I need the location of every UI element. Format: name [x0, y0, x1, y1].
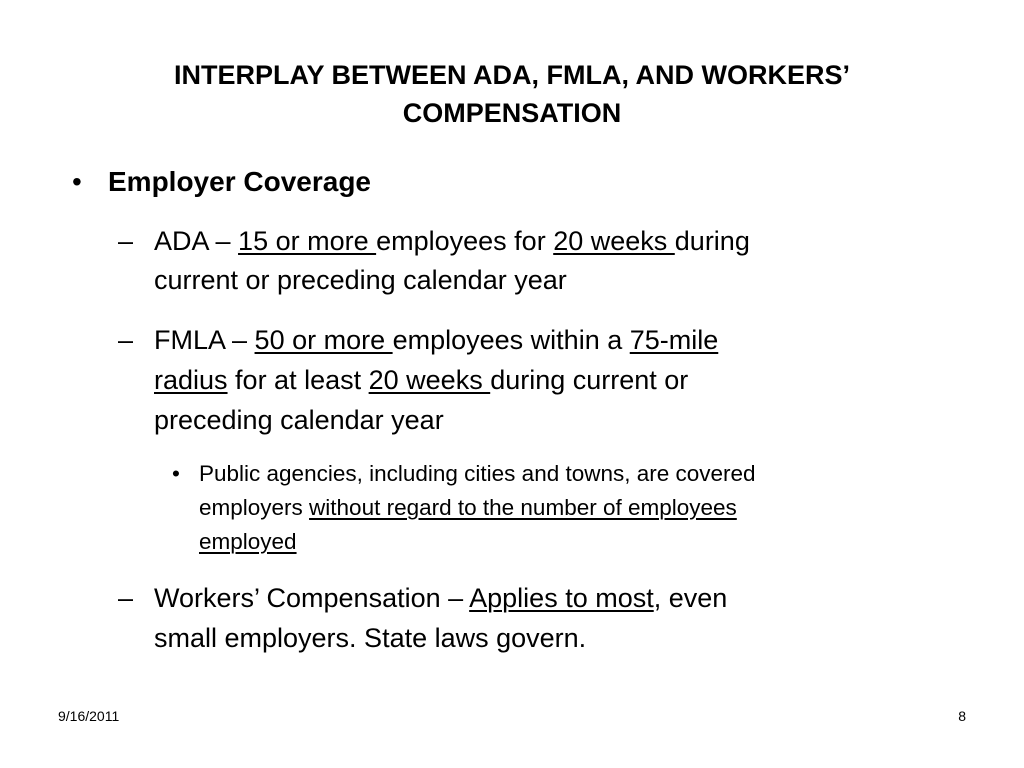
dash-marker-fmla: –: [118, 325, 134, 355]
bullet-marker: •: [72, 166, 82, 197]
title-line-2: COMPENSATION: [402, 98, 622, 128]
title-line-1: INTERPLAY BETWEEN ADA, FMLA, AND WORKERS’: [173, 60, 850, 90]
fmla-weeks: 20 weeks: [368, 365, 491, 395]
public-employed: employed: [199, 529, 297, 554]
ada-line-2: current or preceding calendar year: [154, 265, 567, 295]
fmla-line-1: [154, 321, 718, 360]
fmla-radius: radius: [154, 365, 228, 395]
workers-comp-line-1: [154, 579, 727, 618]
ada-text-1: employees for: [376, 226, 554, 256]
dash-marker-ada: –: [118, 226, 134, 256]
sub-bullet-marker: •: [172, 461, 180, 486]
ada-prefix: ADA –: [154, 226, 239, 256]
public-agencies-line-2: [199, 491, 737, 525]
ada-line-1: [154, 222, 750, 261]
fmla-prefix: FMLA –: [154, 325, 255, 355]
fmla-text-2: for at least: [227, 365, 369, 395]
dash-marker-workers-comp: –: [118, 583, 134, 613]
public-agencies-line-1: Public agencies, including cities and towns, are covered: [199, 461, 756, 486]
workers-comp-line-2: small employers. State laws govern.: [154, 623, 587, 653]
ada-text-2: during: [674, 226, 750, 256]
fmla-text-1: employees within a: [392, 325, 630, 355]
fmla-threshold: 50 or more: [254, 325, 393, 355]
workers-comp-applies: Applies to most: [469, 583, 654, 613]
workers-comp-prefix: Workers’ Compensation –: [154, 583, 470, 613]
ada-weeks: 20 weeks: [553, 226, 675, 256]
fmla-line-2: [154, 361, 688, 400]
footer-date: 9/16/2011: [58, 708, 120, 724]
fmla-line-3: preceding calendar year: [154, 405, 444, 435]
public-regardless: without regard to the number of employees: [309, 495, 737, 520]
ada-threshold: 15 or more: [238, 226, 377, 256]
fmla-mile: 75-mile: [629, 325, 719, 355]
fmla-text-3: during current or: [490, 365, 689, 395]
workers-comp-text-1: , even: [653, 583, 728, 613]
public-text-1: employers: [199, 495, 310, 520]
public-agencies-line-3: [199, 525, 297, 559]
employer-coverage-heading: Employer Coverage: [108, 166, 371, 197]
page-number: 8: [958, 708, 966, 724]
